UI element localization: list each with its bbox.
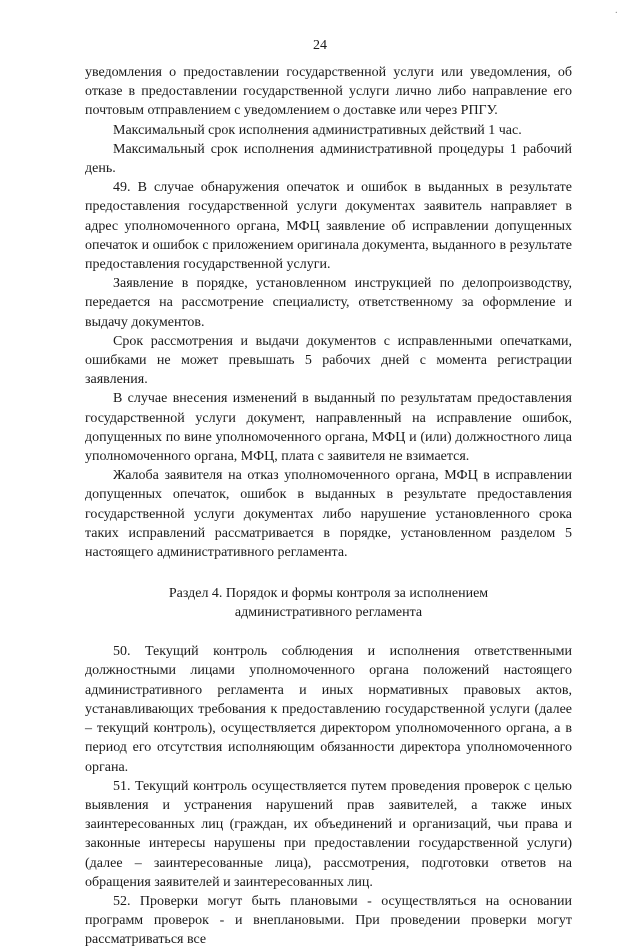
paragraph: Максимальный срок исполнения административных действий 1 час. <box>113 122 522 138</box>
paragraph-50: 50. Текущий контроль соблюдения и исполнения ответственными должностными лицами уполномоченного органа положений настоящего административного регламента и иных нормативных правовых актов, устанавливающих требования к предоставлению государственной услуги (далее – текущий контроль), осуществляется директором уполномоченного органа, а в период его отсутствия исполняющим обязанности директора уполномоченного органа. <box>85 644 572 775</box>
paragraph: Максимальный срок исполнения административной процедуры 1 рабочий день. <box>85 141 572 177</box>
paragraph-49: 49. В случае обнаружения опечаток и ошибок в выданных в результате предоставления государственной услуги документах заявитель направляет в адрес уполномоченного органа, МФЦ заявление об исправлении допущенных опечаток и ошибок с приложением оригинала документа, выданного в результате предоставления государственной услуги. <box>85 180 572 273</box>
paragraph: Срок рассмотрения и выдачи документов с исправленными опечатками, ошибками не может превышать 5 рабочих дней с момента регистрации заявления. <box>85 333 572 388</box>
page-number: 24 <box>313 38 327 53</box>
section-heading-line1: Раздел 4. Порядок и формы контроля за исполнением <box>168 586 489 602</box>
paragraph-51: 51. Текущий контроль осуществляется путем проведения проверок с целью выявления и устранения нарушений прав заявителей, а также иных заинтересованных лиц (граждан, их объединений и организаций, чьи права и законные интересы нарушены при предоставлении государственной услуги) (далее – заинтересованные лица), рассмотрения, подготовки ответов на обращения заявителей и заинтересованных лиц. <box>85 778 572 890</box>
corner-mark: · <box>614 8 618 19</box>
document-body <box>85 63 572 950</box>
paragraph: В случае внесения изменений в выданный по результатам предоставления государственной услуги документ, направленный на исправление ошибок, допущенных по вине уполномоченного органа, МФЦ и (или) должностного лица уполномоченного органа, МФЦ, плата с заявителя не взимается. <box>85 391 572 465</box>
paragraph: Жалоба заявителя на отказ уполномоченного органа, МФЦ в исправлении допущенных опечаток, ошибок в выданных в результате предоставления государственной услуги документах либо нарушение установленного срока таких исправлений рассматривается в порядке, установленном разделом 5 настоящего административного регламента. <box>85 468 572 561</box>
paragraph: Заявление в порядке, установленном инструкцией по делопроизводству, передается на рассмотрение специалисту, ответственному за оформление и выдачу документов. <box>85 276 572 330</box>
section-heading <box>85 584 572 622</box>
paragraph-52: 52. Проверки могут быть плановыми - осуществляться на основании программ проверок - и внеплановыми. При проведении проверки могут рассматриваться все <box>85 893 572 948</box>
paragraph-continuation: уведомления о предоставлении государственной услуги или уведомления, об отказе в предоставлении государственной услуги лично либо направление его почтовым отправлением с уведомлением о доставке или через РПГУ. <box>85 65 572 119</box>
section-heading-line2: административного регламента <box>234 605 423 621</box>
